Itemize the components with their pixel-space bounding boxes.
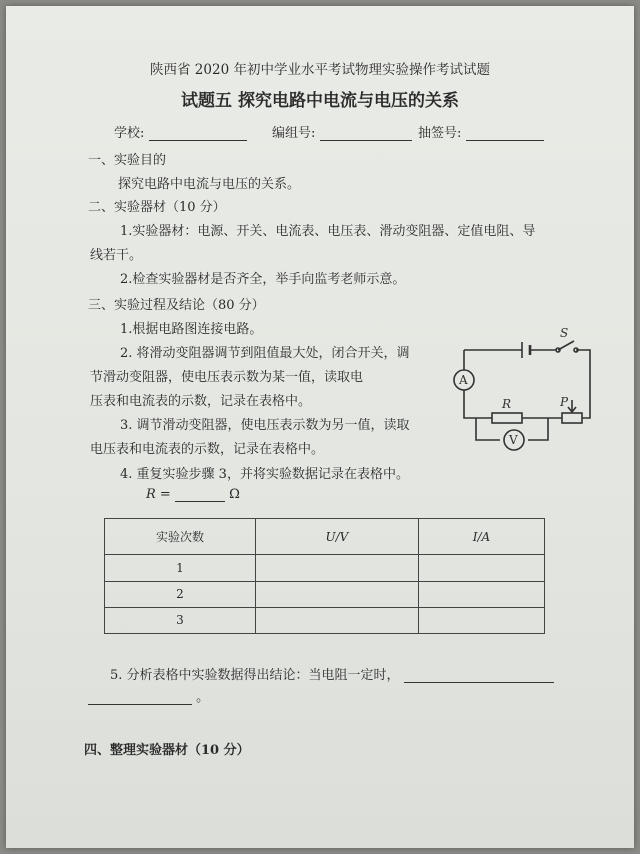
school-input-line[interactable] [149, 126, 247, 141]
section-4-heading: 四、整理实验器材（10 分） [84, 743, 250, 758]
section-2-item-2: 2.检查实验器材是否齐全，举手向监考老师示意。 [120, 272, 406, 287]
table-row [105, 555, 545, 581]
draw-label: 抽签号: [418, 126, 462, 141]
step-5-text: 5. 分析表格中实验数据得出结论：当电阻一定时， [110, 668, 400, 683]
row-number: 1 [105, 555, 256, 581]
step-4: 4. 重复实验步骤 3，并将实验数据记录在表格中。 [120, 467, 409, 482]
current-cell[interactable] [418, 581, 544, 607]
section-2-item-1-line-1: 1.实验器材：电源、开关、电流表、电压表、滑动变阻器、定值电阻、导 [120, 224, 536, 239]
section-1-heading: 一、实验目的 [88, 153, 167, 168]
data-table [104, 518, 545, 634]
resistance-label: R = [146, 487, 171, 502]
step-2-line-2: 节滑动变阻器，使电压表示数为某一值，读取电 [90, 370, 364, 385]
draw-input-line[interactable] [466, 126, 544, 141]
step-5-continuation [88, 686, 209, 705]
circuit-diagram [444, 328, 594, 458]
conclusion-input-line-1[interactable] [404, 668, 554, 683]
resistor-icon [492, 397, 522, 423]
battery-icon [522, 342, 530, 358]
table-row [105, 581, 545, 607]
table-header-row [105, 519, 545, 555]
voltmeter-label: V [509, 433, 518, 447]
resistance-unit: Ω [229, 487, 240, 502]
exam-sheet [6, 6, 634, 848]
voltage-cell[interactable] [256, 581, 419, 607]
switch-icon [556, 328, 578, 352]
voltage-cell[interactable] [256, 607, 419, 633]
group-input-line[interactable] [320, 126, 412, 141]
current-cell[interactable] [418, 555, 544, 581]
circuit-wires [464, 350, 590, 440]
school-field [114, 122, 247, 141]
school-label: 学校: [114, 126, 145, 141]
resistance-input-line[interactable] [175, 487, 225, 502]
rheostat-icon [559, 395, 582, 423]
section-1-text: 探究电路中电流与电压的关系。 [118, 177, 301, 192]
section-3-heading: 三、实验过程及结论（80 分） [88, 298, 265, 313]
ammeter-label: A [459, 373, 468, 387]
step-5-end: 。 [196, 690, 210, 705]
voltage-cell[interactable] [256, 555, 419, 581]
header-trial-count: 实验次数 [105, 519, 256, 555]
draw-field [418, 122, 544, 141]
group-label: 编组号: [272, 126, 316, 141]
step-2-line-1: 2. 将滑动变阻器调节到阻值最大处，闭合开关，调 [120, 346, 410, 361]
row-number: 3 [105, 607, 256, 633]
current-cell[interactable] [418, 607, 544, 633]
slider-label: P [560, 395, 569, 409]
section-2-item-1-line-2: 线若干。 [90, 248, 143, 263]
conclusion-input-line-2[interactable] [88, 690, 192, 705]
table-row [105, 607, 545, 633]
exam-subtitle: 试题五 探究电路中电流与电压的关系 [181, 91, 459, 111]
step-5 [110, 664, 554, 683]
resistance-field [146, 487, 240, 502]
row-number: 2 [105, 581, 256, 607]
header-current: I/A [418, 519, 544, 555]
voltmeter-icon [504, 430, 524, 450]
section-2-heading: 二、实验器材（10 分） [88, 200, 226, 215]
switch-label: S [560, 328, 569, 340]
ammeter-icon [454, 370, 474, 390]
exam-title: 陕西省 2020 年初中学业水平考试物理实验操作考试试题 [150, 62, 490, 78]
step-1: 1.根据电路图连接电路。 [120, 322, 263, 337]
group-field [272, 122, 412, 141]
step-3-line-1: 3. 调节滑动变阻器，使电压表示数为另一值，读取 [120, 418, 410, 433]
header-voltage: U/V [256, 519, 419, 555]
step-3-line-2: 电压表和电流表的示数，记录在表格中。 [90, 442, 325, 457]
step-2-line-3: 压表和电流表的示数，记录在表格中。 [90, 394, 312, 409]
resistor-label: R [502, 397, 512, 411]
